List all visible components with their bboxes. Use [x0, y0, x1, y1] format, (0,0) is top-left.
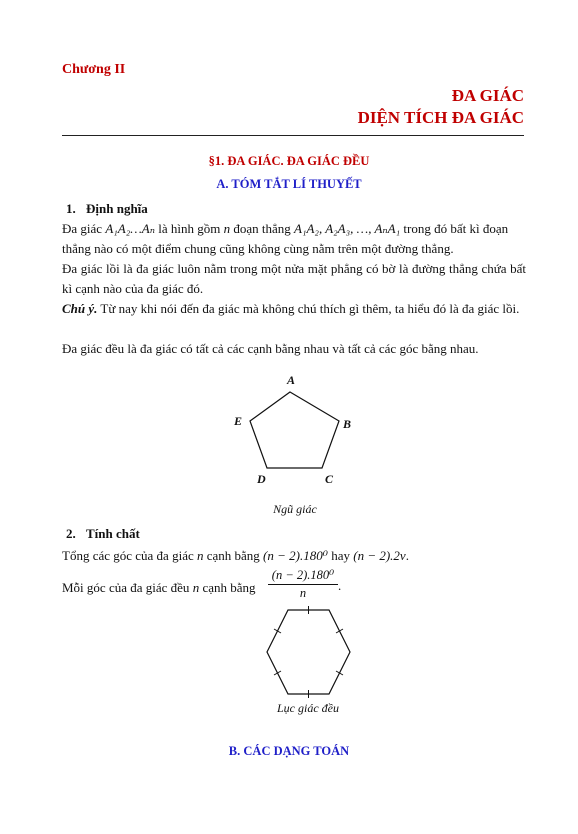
property-text: Mỗi góc của đa giác đều	[62, 580, 193, 595]
formula-degrees: (n − 2).180⁰	[263, 548, 328, 563]
property-text: cạnh bằng	[203, 548, 264, 563]
property-text: .	[405, 548, 409, 563]
subsection-b-title: B. CÁC DẠNG TOÁN	[228, 744, 350, 758]
section-title: §1. ĐA GIÁC. ĐA GIÁC ĐỀU	[208, 154, 370, 168]
note-text: Từ nay khi nói đến đa giác mà không chú thích gì thêm, ta hiểu đó là đa giác lồi.	[97, 301, 520, 316]
heading-text: Tính chất	[86, 526, 140, 541]
n-variable: n	[223, 221, 231, 236]
heading-text: Định nghĩa	[86, 201, 148, 216]
definition-text: đoạn thẳng	[230, 221, 295, 236]
property-text: Tổng các góc của đa giác	[62, 548, 197, 563]
vertex-label-b: B	[343, 417, 352, 431]
heading-properties	[66, 526, 140, 542]
heading-number: 1.	[66, 201, 76, 216]
definition-text: Đa giác	[62, 221, 106, 236]
fraction-period: .	[338, 578, 342, 593]
property-text: hay	[327, 548, 354, 563]
pentagon-caption: Ngũ giác	[273, 502, 317, 516]
polygon-notation: A₁A₂…Aₙ	[105, 221, 156, 236]
hexagon-shape	[267, 610, 350, 694]
n-variable: n	[192, 580, 200, 595]
subsection-a-title: A. TÓM TẮT LÍ THUYẾT	[216, 177, 362, 191]
convex-definition: Đa giác lồi là đa giác luôn nằm trong một nửa mặt phẳng có bờ là đường thẳng chứa bất kì cạnh nào của đa giác đó.	[62, 261, 526, 296]
property-text: cạnh bằng	[199, 580, 256, 595]
formula-right-angles: (n − 2).2v	[353, 548, 406, 563]
definition-text: là hình gồm	[155, 221, 224, 236]
segments-notation: A₁A₂, A₂A₃, …, AₙA₁	[294, 221, 401, 236]
definition-text: trong đó bất kì đoạn	[400, 221, 509, 236]
property-angle-sum	[62, 546, 526, 566]
n-variable: n	[196, 548, 204, 563]
heading-number: 2.	[66, 526, 76, 541]
vertex-label-e: E	[234, 414, 243, 428]
page-subtitle: DIỆN TÍCH ĐA GIÁC	[357, 108, 524, 127]
vertex-label-d: D	[257, 472, 266, 486]
fraction-numerator: (n − 2).180⁰	[268, 567, 338, 585]
note-label: Chú ý.	[62, 301, 98, 316]
hexagon-caption: Lục giác đều	[277, 701, 339, 715]
pentagon-shape	[250, 392, 339, 468]
vertex-label-a: A	[287, 373, 296, 387]
page-title: ĐA GIÁC	[451, 86, 524, 105]
fraction	[268, 567, 338, 601]
fraction-denominator: n	[299, 586, 307, 600]
definition-line-2: thẳng nào có một điểm chung cũng không cùng nằm trên một đường thẳng.	[62, 241, 454, 256]
vertex-label-c: C	[325, 472, 334, 486]
hexagon-tick-marks	[274, 606, 343, 698]
regular-definition: Đa giác đều là đa giác có tất cả các cạnh bằng nhau và tất cả các góc bằng nhau.	[62, 341, 479, 356]
chapter-label: Chương II	[62, 62, 126, 77]
